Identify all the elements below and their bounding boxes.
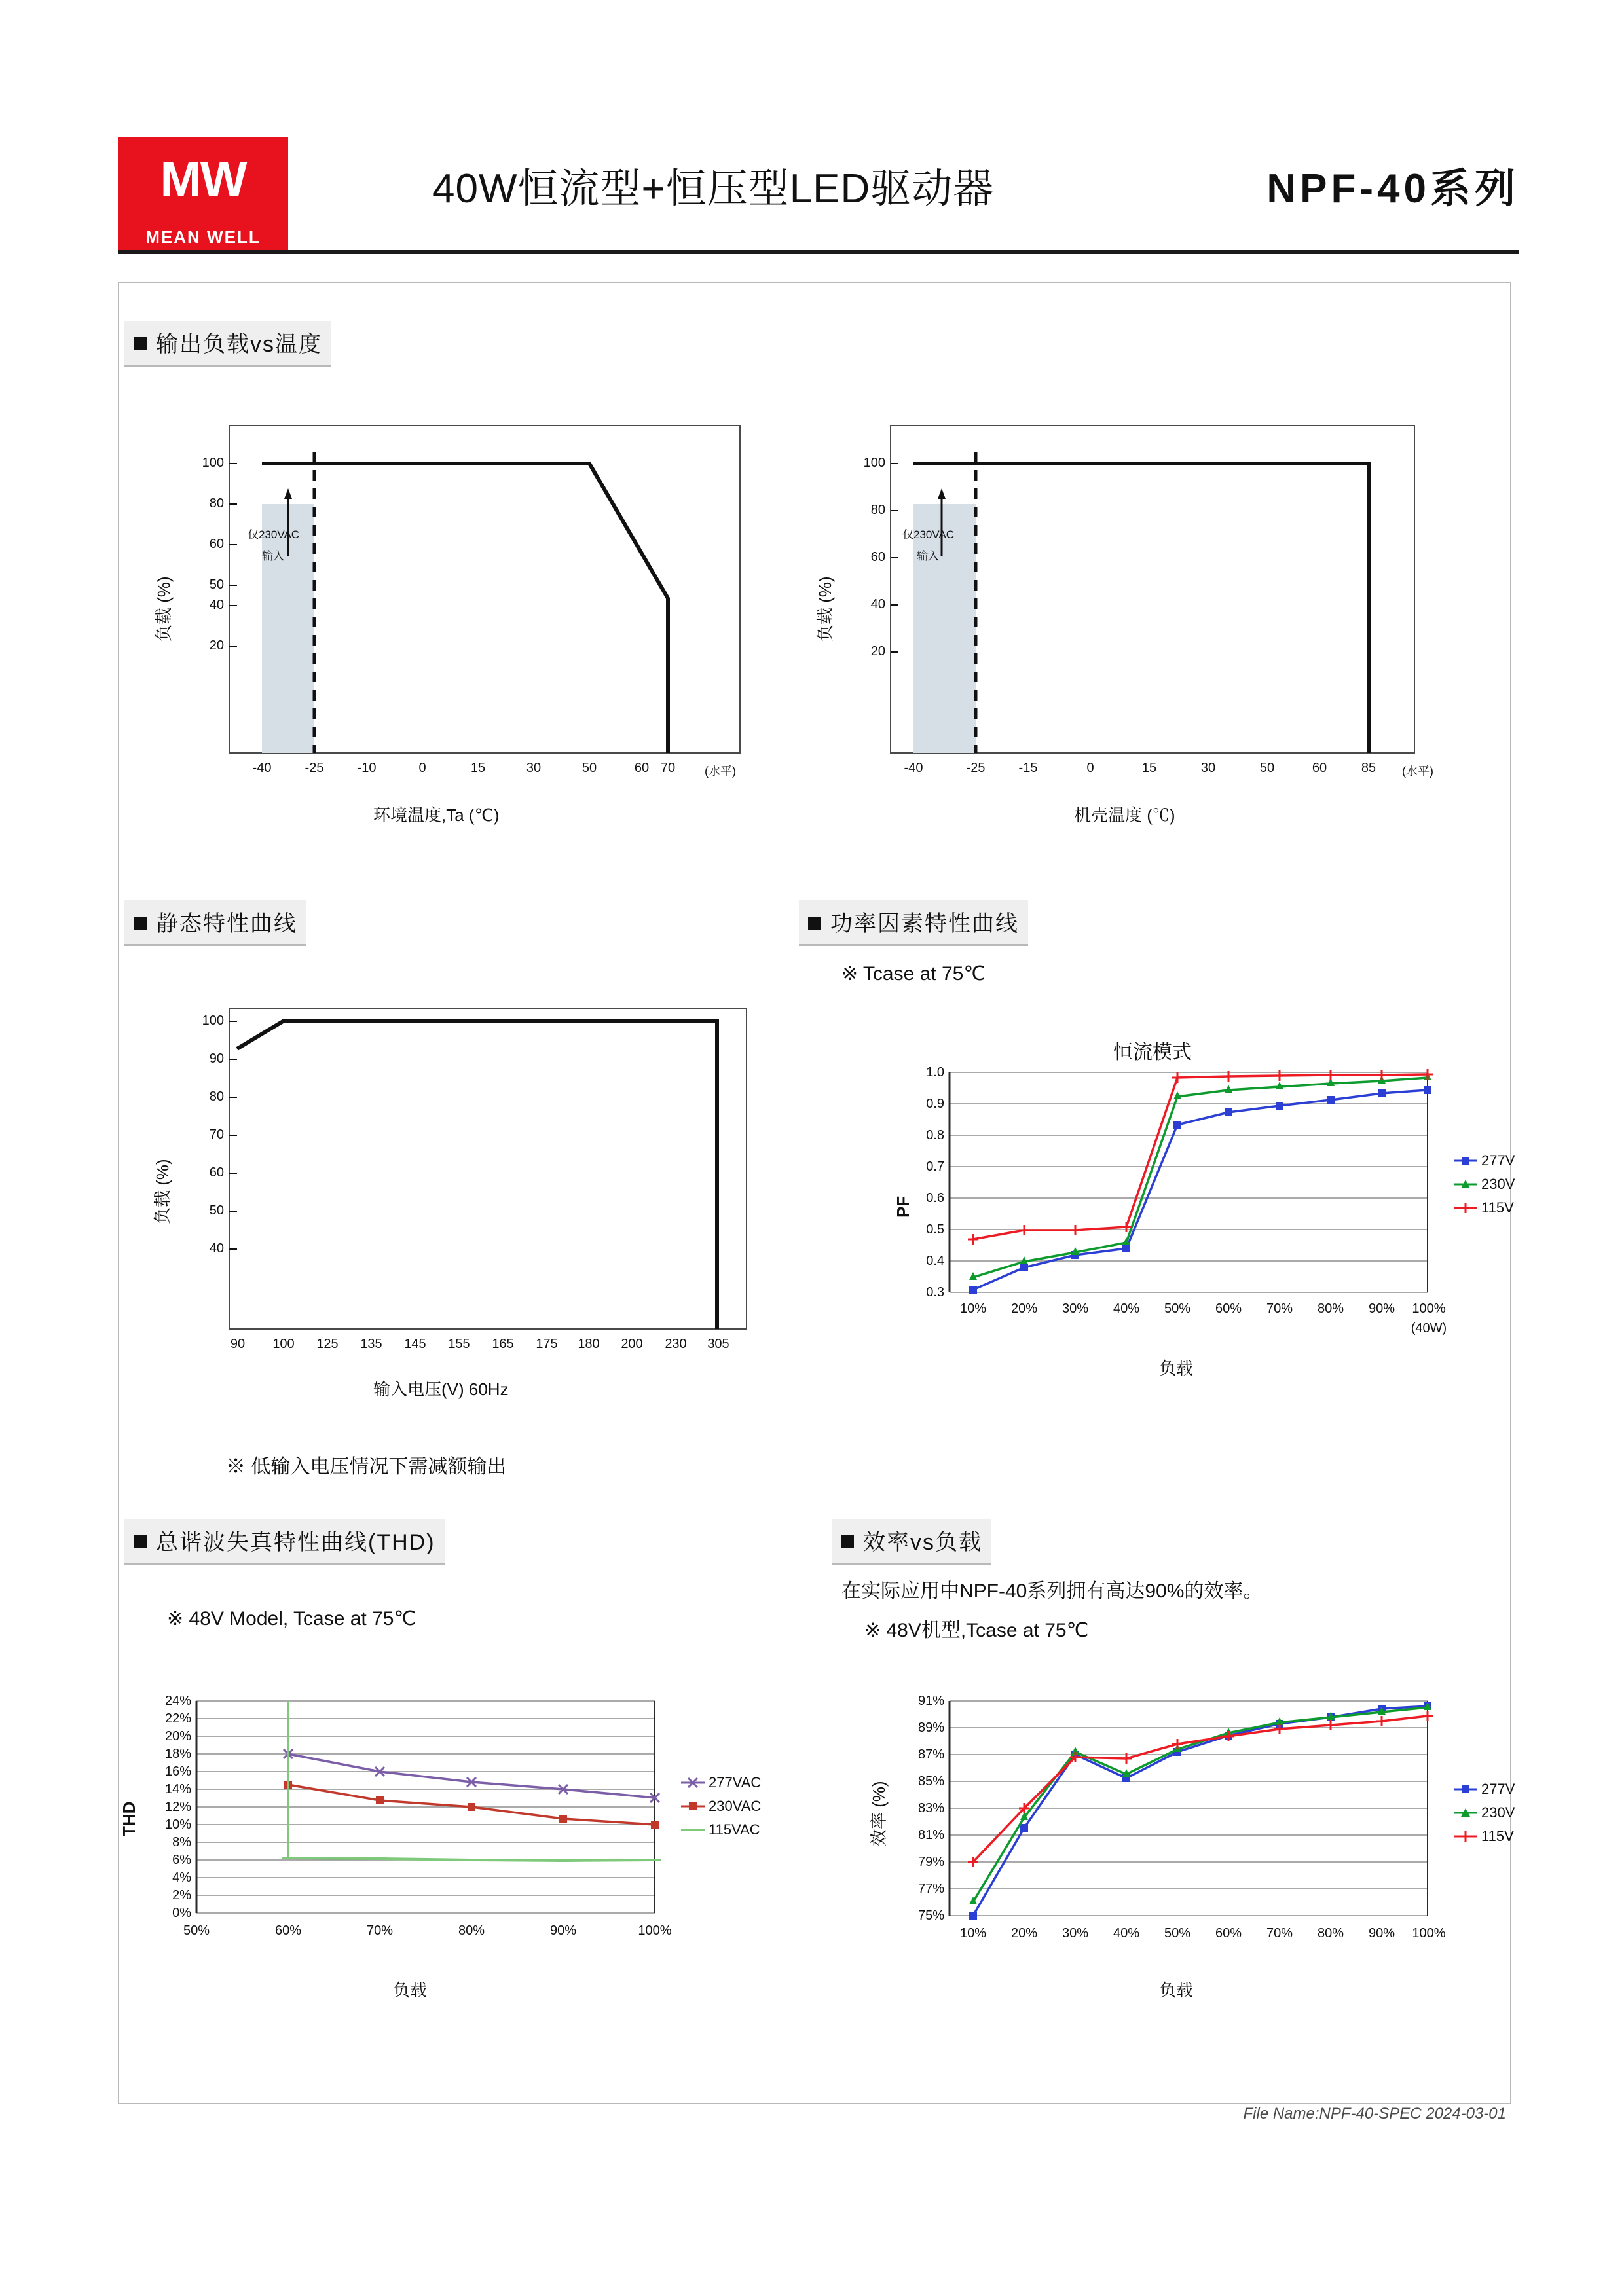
chart-thd-legend: [681, 1774, 761, 1845]
yaxis-label: 效率 (%): [869, 1781, 889, 1846]
xtick: 0: [1086, 761, 1094, 775]
ytick: 14%: [164, 1782, 191, 1796]
xtick: 100%: [1412, 1926, 1446, 1941]
ytick: 40: [209, 598, 224, 612]
xtick: 70%: [366, 1923, 394, 1938]
annotation-line1: 仅230VAC: [902, 528, 955, 541]
xtick: 80%: [1317, 1302, 1344, 1316]
chart-derating-ambient: [154, 426, 766, 831]
section-heading-pf: [799, 900, 1028, 946]
legend-label: 277V: [1481, 1781, 1515, 1797]
ytick: 16%: [164, 1764, 191, 1779]
xtick: 30: [526, 761, 542, 775]
xaxis-suffix: (水平): [705, 765, 736, 778]
xaxis-label: 负载: [1159, 1980, 1194, 2000]
section-label: 总谐波失真特性曲线(THD): [156, 1530, 435, 1555]
xtick: 100%: [1412, 1302, 1446, 1316]
legend-marker-230vac: [681, 1801, 705, 1812]
bullet-square-icon: [808, 917, 821, 930]
ytick: 1.0: [926, 1065, 944, 1080]
xaxis-label: 输入电压(V) 60Hz: [373, 1379, 509, 1399]
ytick: 100: [863, 456, 885, 470]
xtick: 50: [1259, 761, 1275, 775]
xtick: 100: [272, 1337, 295, 1351]
xtick: 90%: [549, 1923, 577, 1938]
ytick: 4%: [172, 1870, 191, 1885]
xtick: -40: [904, 761, 923, 775]
xtick: -40: [252, 761, 272, 775]
ytick: 91%: [917, 1694, 944, 1708]
legend-item: [1454, 1781, 1515, 1798]
legend-marker-115v: [1454, 1831, 1477, 1842]
ytick: 87%: [917, 1747, 944, 1762]
legend-marker-230v: [1454, 1179, 1477, 1190]
xaxis-label: 负载: [393, 1980, 428, 2000]
xtick: 100%: [638, 1923, 672, 1938]
xtick: 50%: [1164, 1926, 1191, 1941]
xtick: 60: [1312, 761, 1327, 775]
xtick: 135: [360, 1337, 382, 1351]
ytick: 89%: [917, 1721, 944, 1735]
chart-static-svg: [223, 1008, 766, 1427]
xtick: 85: [1361, 761, 1376, 775]
xtick: 10%: [959, 1926, 987, 1941]
ytick: 0.4: [926, 1254, 944, 1268]
xtick: 305: [707, 1337, 729, 1351]
ytick: 0.9: [926, 1097, 944, 1111]
ytick: 80: [209, 496, 224, 511]
ytick: 40: [870, 597, 885, 611]
section-label: 效率vs负载: [863, 1530, 982, 1555]
legend-marker-115vac: [681, 1825, 705, 1835]
xtick: 80%: [458, 1923, 485, 1938]
bullet-square-icon: [134, 917, 147, 930]
xtick: 15: [1141, 761, 1157, 775]
chart-pf-legend: [1454, 1152, 1515, 1223]
meanwell-logo: [118, 137, 288, 252]
legend-label: 115V: [1481, 1199, 1514, 1216]
chart-eff-legend: [1454, 1781, 1515, 1851]
ytick: 90: [209, 1051, 224, 1066]
ytick: 20%: [164, 1729, 191, 1743]
section-label: 输出负载vs温度: [156, 332, 322, 357]
xtick: 50: [581, 761, 597, 775]
chart-title: 恒流模式: [1113, 1042, 1192, 1063]
xtick: 70%: [1266, 1926, 1293, 1941]
ytick: 60: [209, 1165, 224, 1180]
xaxis-label: 负载: [1159, 1358, 1194, 1378]
legend-label: 230VAC: [709, 1798, 762, 1814]
legend-label: 230V: [1481, 1176, 1515, 1192]
section-heading-derating: [124, 321, 331, 367]
xtick: 40%: [1113, 1302, 1140, 1316]
ytick: 0.6: [926, 1191, 944, 1205]
xtick: 90%: [1368, 1926, 1395, 1941]
xtick: 20%: [1010, 1926, 1038, 1941]
chart-efficiency: [869, 1694, 1515, 2062]
legend-item: [1454, 1152, 1515, 1169]
yaxis-label: 负载 (%): [153, 1159, 172, 1224]
page-title: 40W恒流型+恒压型LED驱动器: [432, 166, 995, 211]
xtick: -15: [1018, 761, 1038, 775]
thd-model-note: ※ 48V Model, Tcase at 75℃: [167, 1608, 416, 1630]
xtick: 125: [316, 1337, 339, 1351]
yaxis-label: PF: [893, 1195, 913, 1218]
xaxis-label: 环境温度,Ta (℃): [373, 805, 500, 825]
ytick: 83%: [917, 1801, 944, 1815]
xtick: 0: [418, 761, 426, 775]
xtick: 230: [665, 1337, 687, 1351]
ytick: 80: [209, 1089, 224, 1104]
xtick: 200: [621, 1337, 643, 1351]
legend-item: [1454, 1199, 1515, 1216]
section-label: 功率因素特性曲线: [830, 911, 1019, 936]
ytick: 81%: [917, 1828, 944, 1842]
legend-marker-277v: [1454, 1156, 1477, 1166]
yaxis-label: 负载 (%): [154, 576, 174, 642]
ytick: 0.5: [926, 1222, 944, 1237]
ytick: 60: [870, 550, 885, 564]
ytick: 80: [870, 503, 885, 517]
legend-item: [1454, 1804, 1515, 1821]
ytick: 2%: [172, 1888, 191, 1903]
ytick: 40: [209, 1241, 224, 1256]
xtick-sublabel: (40W): [1411, 1321, 1447, 1336]
ytick: 0.8: [926, 1128, 944, 1142]
ytick: 10%: [164, 1817, 191, 1832]
ytick: 85%: [917, 1774, 944, 1789]
legend-marker-230v: [1454, 1808, 1477, 1818]
section-heading-eff: [832, 1519, 991, 1565]
series-name: NPF-40系列: [1266, 166, 1519, 211]
legend-marker-277vac: [681, 1777, 705, 1788]
legend-label: 277V: [1481, 1152, 1515, 1169]
ytick: 24%: [164, 1694, 191, 1708]
legend-item: [681, 1798, 761, 1815]
section-heading-thd: [124, 1519, 445, 1565]
legend-label: 230V: [1481, 1804, 1515, 1821]
xtick: 15: [470, 761, 486, 775]
ytick: 20: [209, 638, 224, 653]
ytick: 20: [870, 644, 885, 659]
ytick: 79%: [917, 1855, 944, 1869]
legend-marker-115v: [1454, 1203, 1477, 1213]
yaxis-label: 负载 (%): [815, 576, 835, 642]
logo-initials: MW: [160, 152, 246, 208]
yaxis-label: THD: [119, 1801, 139, 1836]
chart-thd: [119, 1694, 786, 2062]
ytick: 0.7: [926, 1159, 944, 1174]
legend-item: [1454, 1828, 1515, 1845]
ytick: 70: [209, 1127, 224, 1142]
bullet-square-icon: [134, 337, 147, 350]
xtick: 20%: [1010, 1302, 1038, 1316]
static-note: ※ 低输入电压情况下需减额输出: [226, 1456, 507, 1478]
ytick: 60: [209, 537, 224, 551]
xtick: 60%: [274, 1923, 302, 1938]
xaxis-suffix: (水平): [1402, 765, 1433, 778]
ytick: 100: [202, 456, 224, 470]
ytick: 6%: [172, 1853, 191, 1867]
pf-tcase-note: ※ Tcase at 75℃: [841, 963, 986, 985]
xtick: 50%: [1164, 1302, 1191, 1316]
ytick: 100: [202, 1013, 224, 1028]
legend-item: [681, 1821, 761, 1838]
legend-item: [1454, 1176, 1515, 1193]
bullet-square-icon: [134, 1535, 147, 1548]
bullet-square-icon: [841, 1535, 854, 1548]
xtick: 60%: [1215, 1302, 1242, 1316]
xtick: 30: [1200, 761, 1216, 775]
chart-static-characteristic: [153, 1008, 766, 1427]
xtick: 155: [448, 1337, 470, 1351]
xtick: 30%: [1061, 1926, 1089, 1941]
xtick: 90: [230, 1337, 246, 1351]
annotation-line2: 输入: [262, 550, 284, 562]
xtick: 60: [634, 761, 650, 775]
section-heading-static: [124, 900, 306, 946]
xtick: 90%: [1368, 1302, 1395, 1316]
xtick: 165: [492, 1337, 514, 1351]
ytick: 0%: [172, 1906, 191, 1920]
eff-note-1: 在实际应用中NPF-40系列拥有高达90%的效率。: [841, 1580, 1263, 1602]
xtick: 10%: [959, 1302, 987, 1316]
ytick: 12%: [164, 1800, 191, 1814]
xtick: 50%: [183, 1923, 210, 1938]
ytick: 77%: [917, 1882, 944, 1896]
annotation-line1: 仅230VAC: [248, 528, 300, 541]
xtick: 60%: [1215, 1926, 1242, 1941]
xtick: -25: [304, 761, 324, 775]
xaxis-label: 机壳温度 (℃): [1074, 805, 1175, 825]
ytick: 22%: [164, 1711, 191, 1726]
legend-marker-277v: [1454, 1784, 1477, 1795]
xtick: -10: [357, 761, 377, 775]
xtick: 80%: [1317, 1926, 1344, 1941]
section-label: 静态特性曲线: [156, 911, 297, 936]
xtick: 70: [660, 761, 676, 775]
xtick: 40%: [1113, 1926, 1140, 1941]
chart-derating-case: [815, 426, 1433, 831]
xtick: 145: [404, 1337, 426, 1351]
legend-item: [681, 1774, 761, 1791]
legend-label: 115V: [1481, 1828, 1514, 1844]
xtick: -25: [966, 761, 986, 775]
ytick: 75%: [917, 1908, 944, 1923]
ytick: 8%: [172, 1835, 191, 1850]
xtick: 175: [536, 1337, 558, 1351]
chart-power-factor: [893, 1042, 1515, 1434]
eff-note-2: ※ 48V机型,Tcase at 75℃: [864, 1620, 1089, 1641]
xtick: 30%: [1061, 1302, 1089, 1316]
ytick: 50: [209, 577, 224, 592]
legend-label: 115VAC: [709, 1821, 760, 1838]
header-divider: [118, 250, 1519, 254]
file-name-footer: File Name:NPF-40-SPEC 2024-03-01: [1243, 2105, 1506, 2123]
ytick: 18%: [164, 1747, 191, 1761]
legend-label: 277VAC: [709, 1774, 762, 1791]
ytick: 50: [209, 1203, 224, 1218]
annotation-line2: 输入: [917, 550, 939, 562]
xtick: 180: [578, 1337, 600, 1351]
page-header: [118, 131, 1519, 249]
logo-wordmark: MEAN WELL: [118, 223, 288, 252]
ytick: 0.3: [926, 1285, 944, 1300]
xtick: 70%: [1266, 1302, 1293, 1316]
